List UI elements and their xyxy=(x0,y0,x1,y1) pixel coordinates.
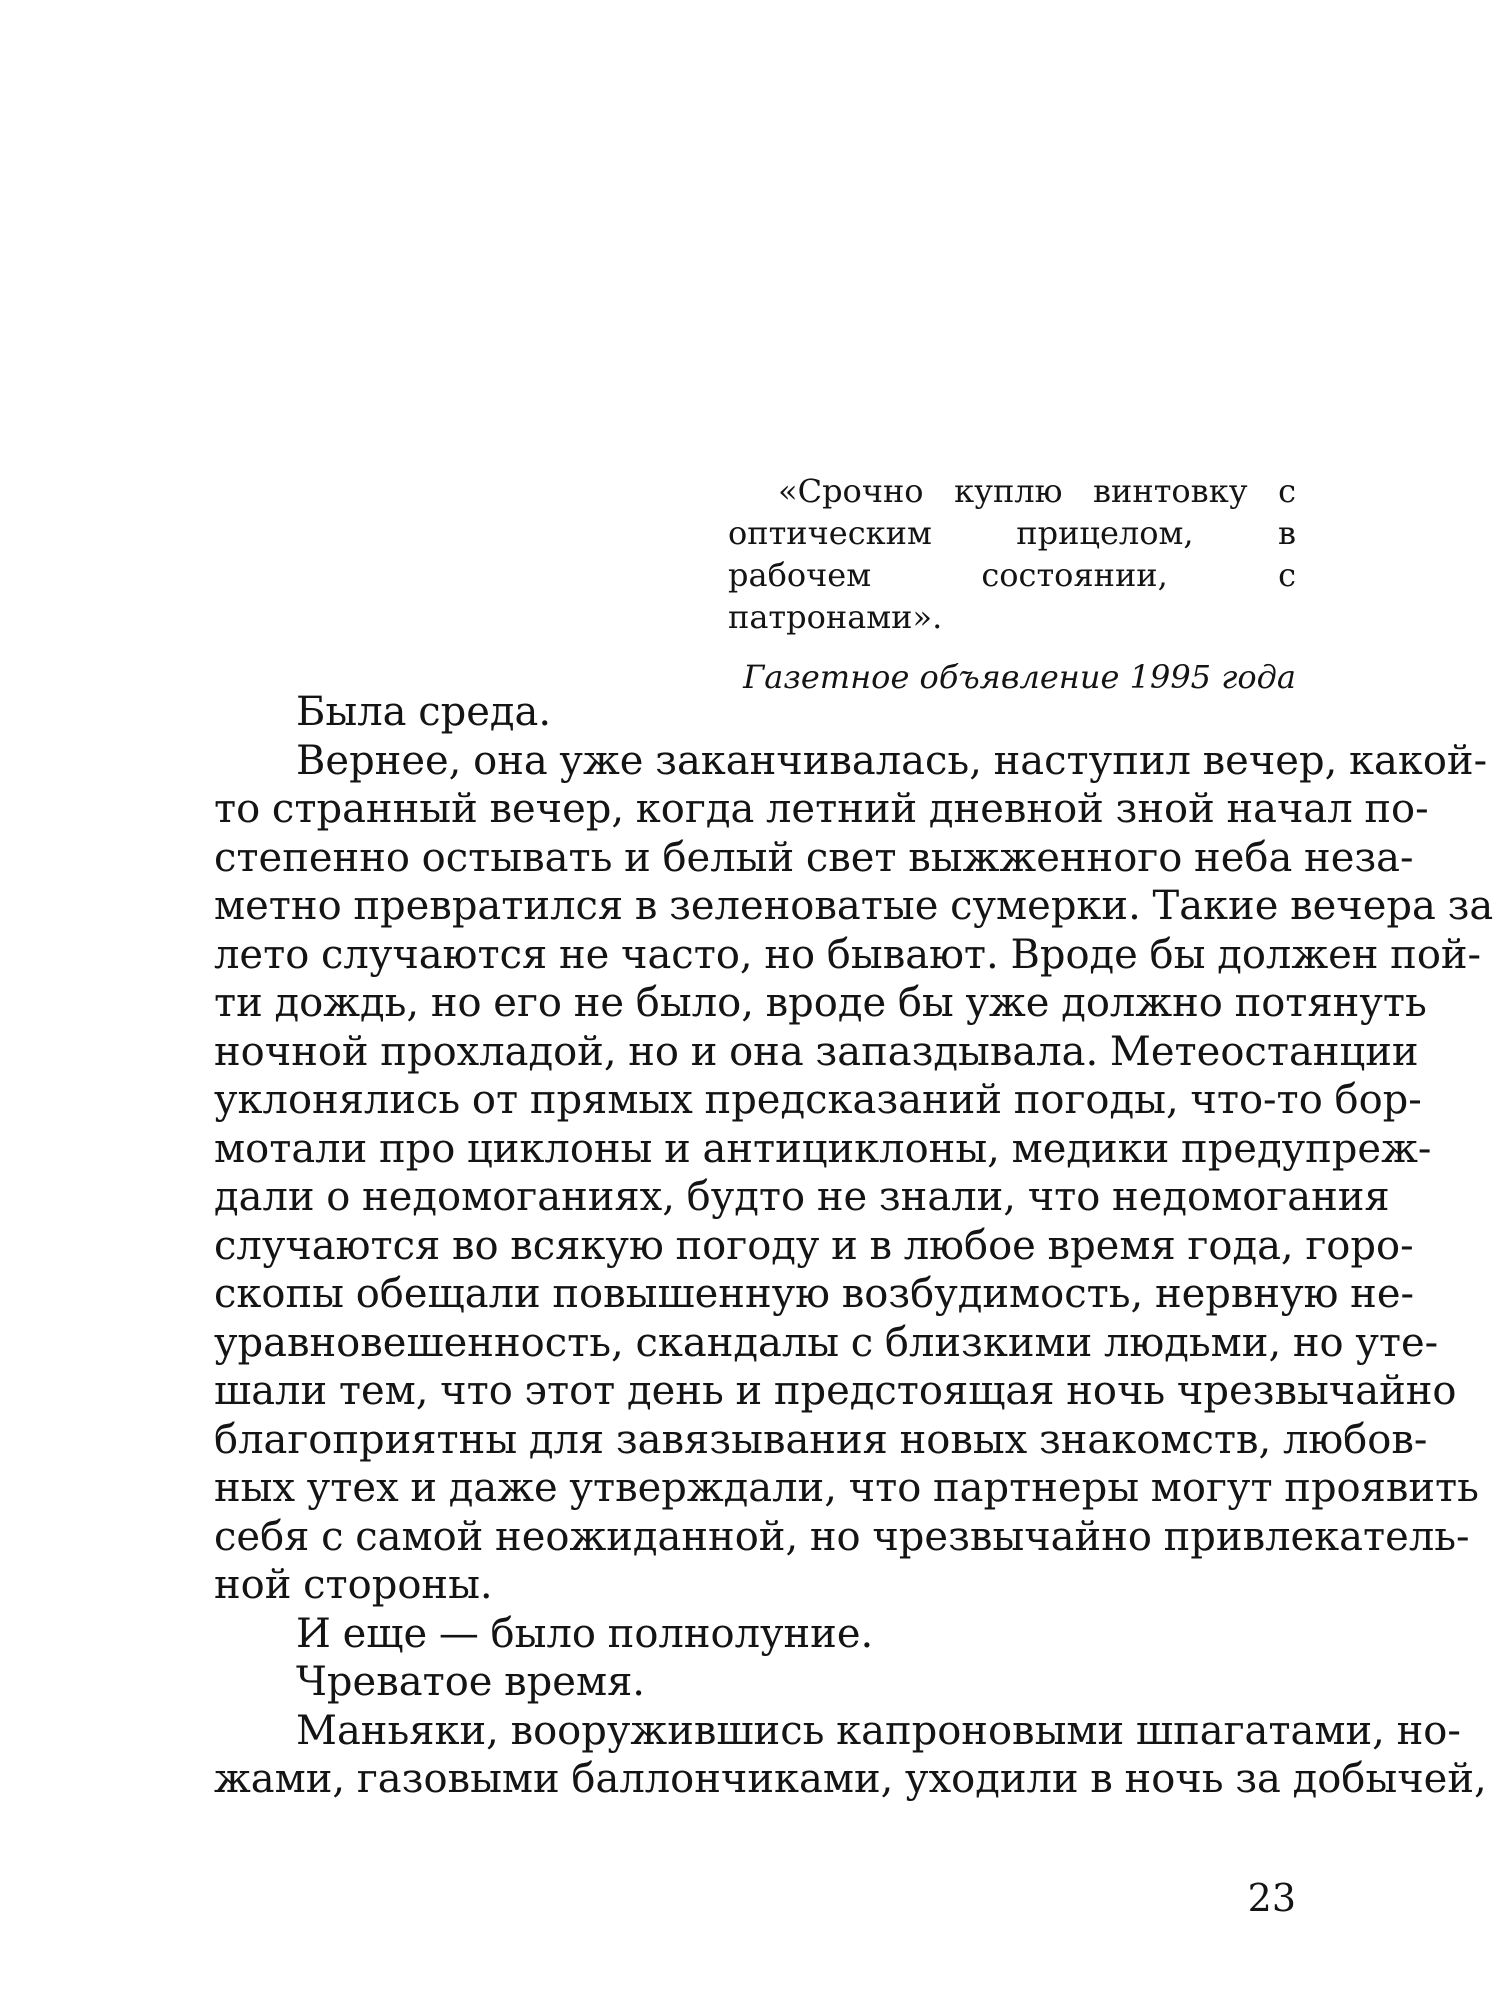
epigraph xyxy=(728,470,1296,698)
text-line: жами, газовыми баллончиками, уходили в ночь за добычей, xyxy=(214,1756,1487,1802)
text-line: уравновешенность, скандалы с близкими людьми, но уте- xyxy=(214,1319,1439,1366)
text-line: Была среда. xyxy=(296,689,552,735)
epigraph-source: Газетное объявление 1995 года xyxy=(743,658,1296,696)
page-number: 23 xyxy=(1247,1876,1296,1920)
text-line: ной стороны. xyxy=(214,1562,493,1608)
text-line: благоприятны для завязывания новых знакомств, любов- xyxy=(214,1416,1428,1463)
text-line: ти дождь, но его не было, вроде бы уже должно потянуть xyxy=(214,980,1427,1026)
text-line: Чреватое время. xyxy=(296,1659,646,1705)
text-line: случаются во всякую погоду и в любое время года, горо- xyxy=(214,1222,1414,1269)
text-line: ных утех и даже утверждали, что партнеры могут проявить xyxy=(214,1465,1479,1511)
text-line: метно превратился в зеленоватые сумерки. Такие вечера за xyxy=(214,883,1494,929)
text-line: Вернее, она уже заканчивалась, наступил вечер, какой- xyxy=(296,737,1488,784)
text-line: скопы обещали повышенную возбудимость, нервную не- xyxy=(214,1271,1414,1317)
text-line: уклонялись от прямых предсказаний погоды, что-то бор- xyxy=(214,1077,1422,1123)
text-line: И еще — было полнолуние. xyxy=(296,1610,874,1657)
text-line: мотали про циклоны и антициклоны, медики предупреж- xyxy=(214,1125,1432,1172)
text-line: ночной прохладой, но и она запаздывала. Метеостанции xyxy=(214,1028,1419,1075)
text-line: степенно остывать и белый свет выжженного неба неза- xyxy=(214,834,1414,881)
text-line: дали о недомоганиях, будто не знали, что недомогания xyxy=(214,1174,1390,1220)
text-line: себя с самой неожиданной, но чрезвычайно привлекатель- xyxy=(214,1513,1470,1560)
main-text xyxy=(214,688,1494,1804)
text-line: то странный вечер, когда летний дневной зной начал по- xyxy=(214,786,1429,832)
text-line: Маньяки, вооружившись капроновыми шпагатами, но- xyxy=(296,1707,1461,1754)
epigraph-quote: «Срочно куплю винтовку с оптическим прицелом, в рабочем состоянии, с патронами». xyxy=(728,472,1296,636)
text-line: шали тем, что этот день и предстоящая ночь чрезвычайно xyxy=(214,1368,1457,1414)
text-line: лето случаются не часто, но бывают. Вроде бы должен пой- xyxy=(214,931,1482,978)
